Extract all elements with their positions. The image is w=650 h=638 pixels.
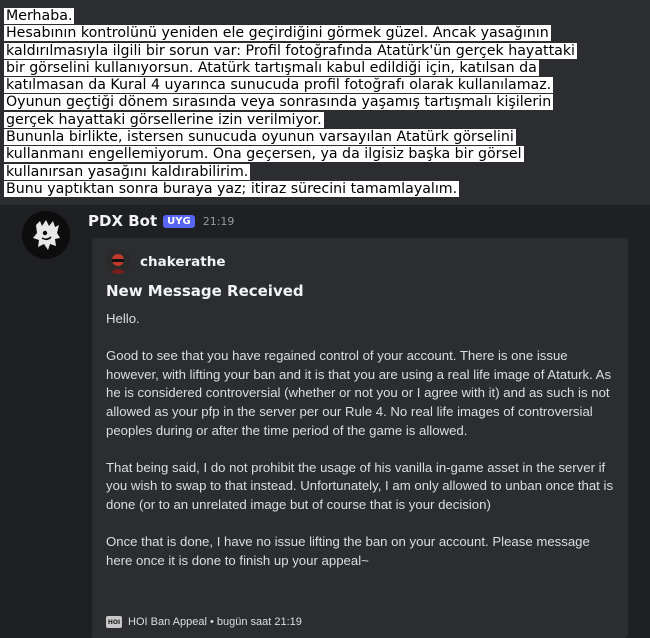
author-name[interactable]: PDX Bot [88,212,158,230]
translation-line: kaldırılmasıyla ilgili bir sorun var: Profil fotoğrafında Atatürk'ün gerçek hayattaki [6,42,575,59]
message-timestamp: 21:19 [202,214,235,228]
embed-footer [106,616,302,628]
user-avatar-icon [106,250,130,274]
hoi-logo-icon: HOI [106,616,122,628]
lion-emblem-icon [22,211,70,259]
translation-line: bir görselini kullanıyorsun. Atatürk tartışmalı kabul edildiği için, katılsan da [6,59,537,76]
embed-footer-text: HOI Ban Appeal • bugün saat 21:19 [128,616,302,628]
embed-author-avatar [106,250,130,274]
translation-line: katılmasan da Kural 4 uyarınca sunucuda profil fotoğrafı olarak kullanılamaz. [6,77,552,94]
embed-description: Hello. Good to see that you have regained control of your account. There is one issue however, with lifting your ban and it is that you are using a real life image of Ataturk. As he is considered controversial (whether or not you or I agree with it) and as such is not allowed as your pfp in the server per our Rule 4. No real life images of controversial peoples during or after the time period of the game is allowed. That being said, I do not prohibit the usage of his vanilla in-game asset in the server if you wish to swap to that instead. Unfortunately, I am only allowed to unban once that is done (or to an unrelated image but of course that is your decision) Once that is done, I have no issue lifting the ban on your account. Please message here once it is done to finish up your appeal~ [106,311,614,568]
translation-line: Merhaba. [6,8,73,24]
embed-title: New Message Received [106,282,304,300]
translation-text [4,8,616,198]
translation-line: kullanırsan yasağını kaldırabilirim. [6,163,249,180]
embed-author [106,250,225,274]
translation-line: kullanmanı engellemiyorum. Ona geçersen, ya da ilgisiz başka bir görsel [6,146,522,163]
message-embed [88,238,628,638]
translation-overlay [0,0,650,205]
translation-line: gerçek hayattaki görsellerine izin verilmiyor. [6,111,322,128]
translation-line: Oyunun geçtiği dönem sırasında veya sonrasında yaşamış tartışmalı kişilerin [6,94,552,111]
translation-line: Hesabının kontrolünü yeniden ele geçirdiğini görmek güzel. Ancak yasağının [6,25,549,42]
embed-author-name: chakerathe [140,254,226,270]
translation-line: Bunu yaptıktan sonra buraya yaz; itiraz sürecini tamamlayalım. [6,180,458,197]
app-badge: UYG [163,215,195,228]
translation-line: Bununla birlikte, istersen sunucuda oyunun varsayılan Atatürk görselini [6,129,514,146]
message-header [88,211,234,231]
bot-avatar[interactable] [22,211,70,259]
